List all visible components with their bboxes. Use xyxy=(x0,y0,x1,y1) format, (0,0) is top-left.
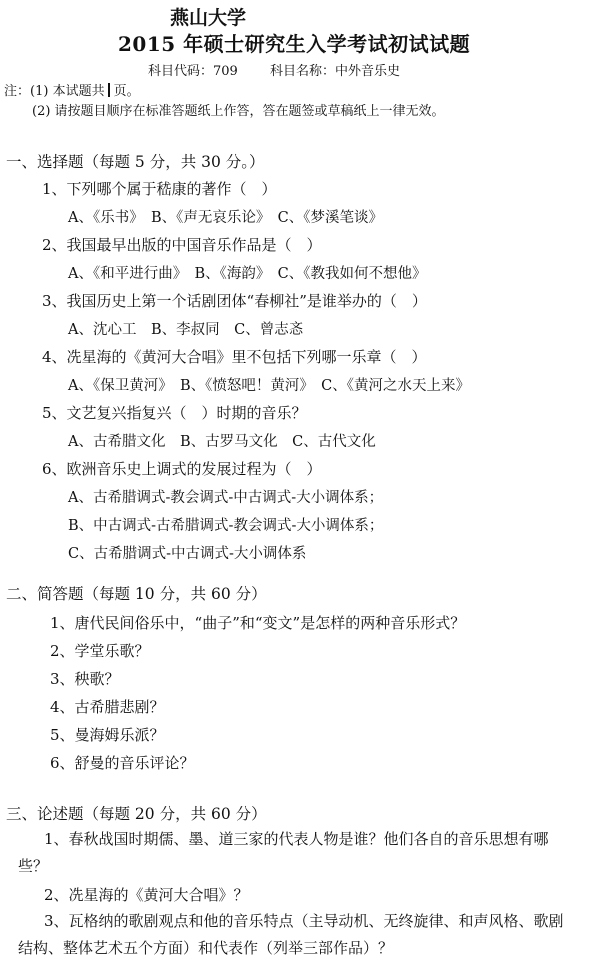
s2-question-5: 5、曼海姆乐派？ xyxy=(50,726,165,744)
s2-question-3: 3、秧歌？ xyxy=(50,670,120,688)
s3-question-2: 2、冼星海的《黄河大合唱》？ xyxy=(44,886,249,904)
note-prefix: 注： xyxy=(4,84,31,99)
s1-q3-options: A、沈心工 B、李叔同 C、曾志忞 xyxy=(68,322,304,338)
subject-code: 科目代码：709 xyxy=(148,64,238,79)
s3-question-3: 3、瓦格纳的歌剧观点和他的音乐特点（主导动机、无终旋律、和声风格、歌剧结构、整体艺术五个方面）和代表作（列举三部作品）？ xyxy=(18,912,564,957)
s1-q5-options: A、古希腊文化 B、古罗马文化 C、古代文化 xyxy=(68,434,376,450)
section-1-heading: 一、选择题（每题 5 分，共 30 分。） xyxy=(6,153,265,171)
s3-question-1: 1、春秋战国时期儒、墨、道三家的代表人物是谁？他们各自的音乐思想有哪些？ xyxy=(18,830,549,875)
s2-question-6: 6、舒曼的音乐评论？ xyxy=(50,754,195,772)
s1-question-2: 2、我国最早出版的中国音乐作品是（ ） xyxy=(42,236,322,254)
exam-title: 2015 年硕士研究生入学考试初试试题 xyxy=(118,32,471,56)
handwritten-page-count-mark xyxy=(108,83,110,97)
s1-q6-option-b: B、中古调式-古希腊调式-教会调式-大小调体系； xyxy=(68,518,384,534)
note-line-2: (2) 请按题目顺序在标准答题纸上作答，答在题签或草稿纸上一律无效。 xyxy=(32,104,445,119)
section-3-heading: 三、论述题（每题 20 分，共 60 分） xyxy=(6,805,267,823)
s2-question-1: 1、唐代民间俗乐中，“曲子”和“变文”是怎样的两种音乐形式？ xyxy=(50,614,466,632)
s1-q6-option-c: C、古希腊调式-中古调式-大小调体系 xyxy=(68,546,307,562)
s1-question-5: 5、文艺复兴指复兴（ ）时期的音乐？ xyxy=(42,404,307,422)
s1-q4-options: A、《保卫黄河》 B、《愤怒吧！黄河》 C、《黄河之水天上来》 xyxy=(68,378,470,394)
note-1-end: 页。 xyxy=(113,84,140,99)
section-2-heading: 二、简答题（每题 10 分，共 60 分） xyxy=(6,585,267,603)
subject-name: 科目名称：中外音乐史 xyxy=(270,64,401,79)
s1-q2-options: A、《和平进行曲》 B、《海韵》 C、《教我如何不想他》 xyxy=(68,266,427,282)
s1-q6-option-a: A、古希腊调式-教会调式-中古调式-大小调体系； xyxy=(68,490,384,506)
note-line-1 xyxy=(4,80,140,99)
s2-question-2: 2、学堂乐歌？ xyxy=(50,642,150,660)
s1-question-6: 6、欧洲音乐史上调式的发展过程为（ ） xyxy=(42,460,322,478)
s1-question-3: 3、我国历史上第一个话剧团体“春柳社”是谁举办的（ ） xyxy=(42,292,427,310)
s1-q1-options: A、《乐书》 B、《声无哀乐论》 C、《梦溪笔谈》 xyxy=(68,210,383,226)
s1-question-4: 4、冼星海的《黄河大合唱》里不包括下列哪一乐章（ ） xyxy=(42,348,427,366)
s2-question-4: 4、古希腊悲剧？ xyxy=(50,698,165,716)
university-name: 燕山大学 xyxy=(170,7,247,29)
s1-question-1: 1、下列哪个属于嵇康的著作（ ） xyxy=(42,180,277,198)
note-1-start: (1) 本试题共 xyxy=(30,84,105,99)
